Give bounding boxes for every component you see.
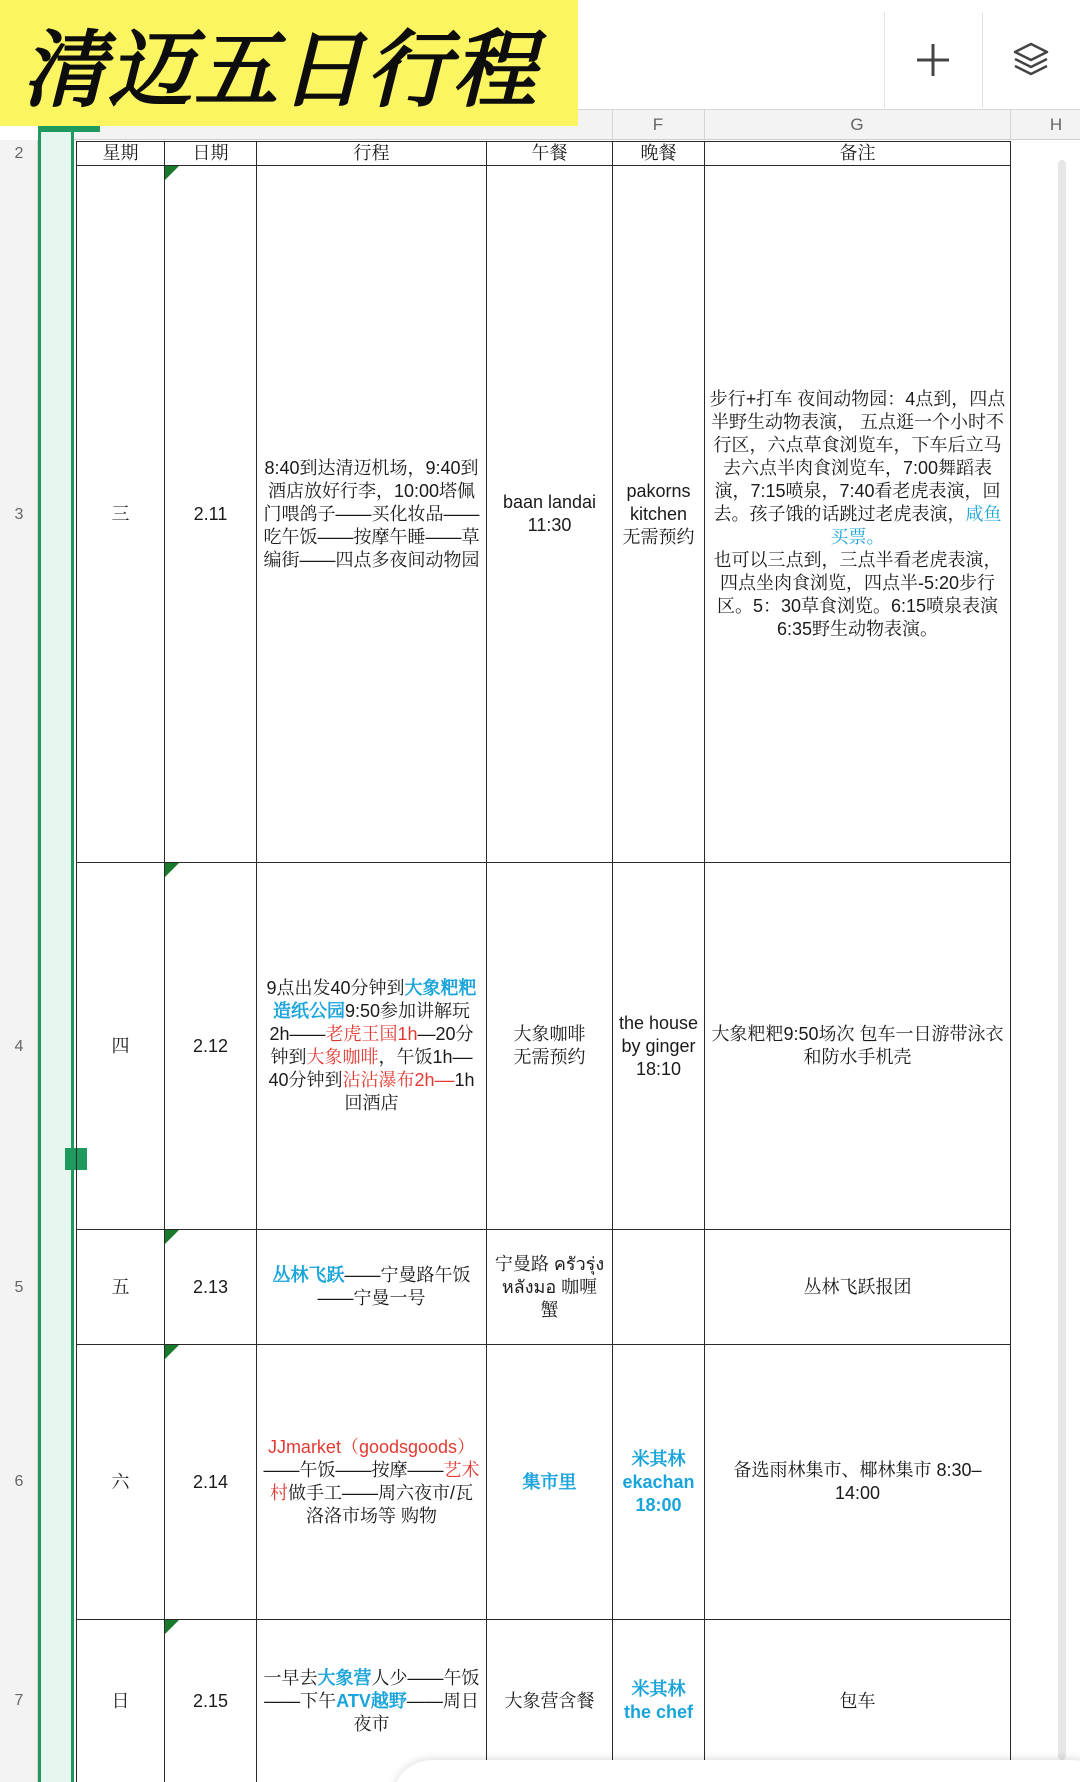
lunch-line: baan landai [502,492,597,512]
row-number-column [0,140,38,1782]
text-part: ——午饭——按摩—— [263,1460,444,1480]
text-part: ——宁曼路午饭——宁曼一号 [317,1265,471,1308]
cell-notes[interactable] [705,166,1010,862]
text-part: —20分钟到 [270,1024,474,1067]
dinner-line: ekachan [622,1471,695,1492]
cell-weekday[interactable]: 日 [111,1690,130,1711]
header-notes[interactable]: 备注 [839,143,876,163]
row-number[interactable]: 6 [14,1473,24,1490]
cell-weekday[interactable]: 三 [111,503,130,524]
lunch-line: 大象咖啡 [513,1024,586,1044]
cell-dinner[interactable] [613,1230,704,1344]
cell-notes[interactable]: 备选雨林集市、椰林集市 8:30–14:00 [733,1460,982,1503]
dinner-line: pakorns [626,480,691,501]
cell-lunch[interactable]: 大象营含餐 [504,1690,595,1711]
row-number[interactable]: 5 [14,1279,24,1296]
selected-column[interactable] [38,128,74,1782]
cell-itinerary[interactable] [257,1230,486,1344]
text-part: 9点出发40分钟到 [266,978,405,998]
row-number[interactable]: 4 [14,1038,24,1055]
highlight-red: 老虎王国1h [325,1024,418,1044]
cell-lunch[interactable] [487,166,612,862]
header-date[interactable]: 日期 [192,143,229,163]
cell-notes[interactable]: 丛林飞跃报团 [803,1276,912,1297]
bottom-sheet-edge[interactable] [392,1760,1080,1782]
dinner-line: 米其林 [631,1679,686,1699]
highlight-blue: 大象营 [317,1667,372,1688]
text-part: 一早去 [263,1667,318,1688]
notes-highlight: 咸鱼买票。 [830,503,1002,547]
text-part: ，午饭1h––40分钟到 [268,1047,473,1090]
layers-icon [1011,40,1051,80]
cell-notes[interactable]: 大象粑粑9:50场次 包车一日游带泳衣和防水手机壳 [711,1024,1004,1067]
text-part: 人少——午饭 ——下午 [264,1667,480,1711]
highlight-red: 沾沾瀑布2h–– [342,1070,455,1090]
itinerary-text [263,977,480,1115]
cell-dinner[interactable] [613,1620,704,1782]
cell-itinerary[interactable] [257,863,486,1229]
notes-text [709,388,1006,549]
column-header-h[interactable]: H [1049,115,1063,134]
row-number[interactable]: 3 [14,506,24,523]
notes-text: 也可以三点到，三点半看老虎表演，四点坐肉食浏览，四点半-5:20步行区。5：30草食浏览。6:15喷泉表演6:35野生动物表演。 [713,549,1002,639]
row-number[interactable]: 2 [14,145,24,162]
cell-date[interactable]: 2.11 [193,503,228,524]
header-dinner[interactable]: 晚餐 [640,143,677,163]
cell-date[interactable]: 2.14 [192,1471,229,1492]
cell-itinerary[interactable] [257,1620,486,1782]
dinner-line: 18:00 [635,1494,682,1515]
dinner-line: the house [618,1012,699,1033]
cell-date[interactable]: 2.13 [192,1276,229,1297]
cell-weekday[interactable]: 四 [111,1035,130,1056]
dinner-line: by ginger [621,1035,696,1056]
dinner-line: 18:10 [635,1058,682,1079]
highlight-blue: 大象粑粑造纸公园 [272,978,477,1021]
itinerary-text [263,1667,480,1736]
notes-text-part: 步行+打车 夜间动物园：4点到，四点半野生动物表演， 五点逛一个小时不行区，六点草食浏览车，下车后立马去六点半肉食浏览车，7:00舞蹈表演，7:15喷泉，7:40看老虎表演，回去。孩子饿的话跳过老虎表演， [709,388,1006,524]
page-title: 清迈五日行程 [22,20,539,119]
text-part: ——周日夜市 [353,1690,479,1734]
plus-icon [913,40,953,80]
header-itinerary[interactable]: 行程 [353,143,390,163]
text-part: 1h回酒店 [344,1070,475,1113]
column-header-f[interactable]: F [652,115,664,134]
text-part: 9:50参加讲解玩2h—— [269,1001,471,1044]
highlight-red: JJmarket（goodsgoods） [267,1437,476,1457]
row-number[interactable]: 7 [14,1692,24,1709]
dinner-line: 米其林 [631,1448,686,1469]
header-weekday[interactable]: 星期 [102,143,139,163]
highlight-blue: 丛林飞跃 [272,1265,345,1285]
cell-itinerary[interactable] [257,1345,486,1619]
cell-lunch[interactable]: 集市里 [522,1471,577,1492]
dinner-line: 无需预约 [622,526,695,547]
itinerary-text [263,1436,480,1528]
cell-dinner[interactable] [613,1345,704,1619]
dinner-line: kitchen [629,503,688,524]
layers-button[interactable] [982,12,1080,108]
dinner-line: the chef [623,1702,693,1722]
cell-dinner[interactable] [613,166,704,862]
column-header-g[interactable]: G [850,115,864,134]
cell-lunch[interactable] [487,863,612,1229]
cell-dinner[interactable] [613,863,704,1229]
cell-weekday[interactable]: 六 [111,1471,130,1492]
cell-date[interactable]: 2.15 [192,1690,229,1711]
highlight-red: 艺术村 [269,1460,480,1503]
cell-weekday[interactable]: 五 [111,1276,130,1297]
cell-lunch[interactable]: 宁曼路 ครัวรุ่งหลังมอ 咖喱蟹 [494,1253,605,1320]
add-button[interactable] [884,12,982,108]
vertical-scrollbar[interactable] [1058,160,1066,1760]
cell-date[interactable]: 2.12 [192,1035,229,1056]
cell-itinerary[interactable]: 8:40到达清迈机场，9:40到酒店放好行李，10:00塔佩门喂鸽子——买化妆品——吃午饭——按摩午睡——草编街——四点多夜间动物园 [263,457,480,570]
title-banner [0,0,578,126]
lunch-line: 无需预约 [513,1047,586,1067]
highlight-red: 大象咖啡 [306,1047,379,1067]
header-lunch[interactable]: 午餐 [531,143,568,163]
text-part: 做手工——周六夜市/瓦洛洛市场等 购物 [287,1483,473,1526]
highlight-blue: ATV越野 [336,1690,407,1711]
cell-notes[interactable]: 包车 [839,1690,876,1711]
itinerary-text [263,1264,480,1310]
lunch-line: 11:30 [527,515,572,535]
